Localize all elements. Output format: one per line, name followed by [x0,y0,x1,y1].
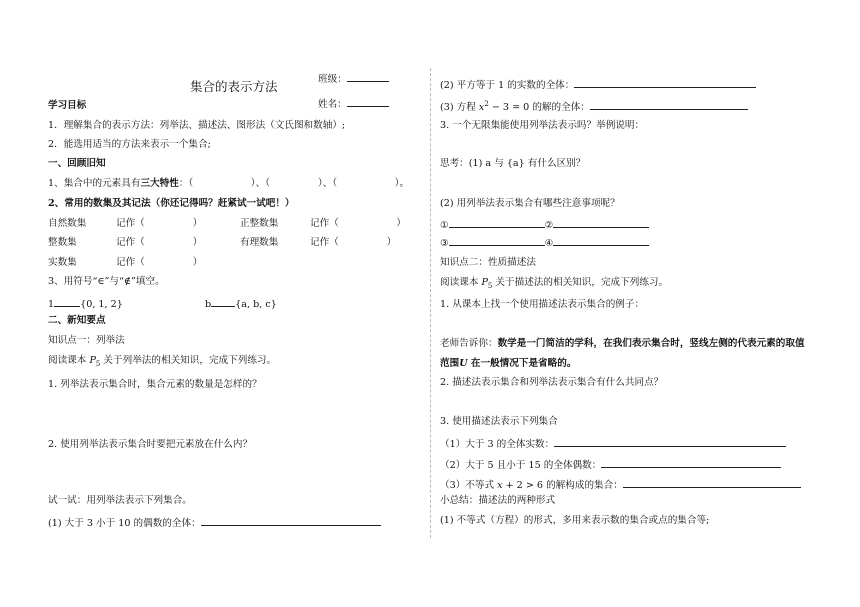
name-field [318,95,389,112]
r2-a: (3) 方程 [440,102,479,114]
objective-2: 2．能选用适当的方法来表示一个集合; [48,139,211,150]
s1-blank[interactable] [554,435,786,447]
note-4-blank[interactable] [553,234,649,246]
r2-blank[interactable] [590,98,748,110]
mark-2: ② [544,220,554,231]
q3-item-b [205,295,277,312]
mark-3: ③ [440,238,449,249]
describe-item-2 [440,456,781,473]
name-blank[interactable] [347,95,389,107]
try1-blank[interactable] [201,514,381,526]
summary-heading: 小总结：描述法的两种形式 [440,495,556,506]
objectives-heading: 学习目标 [48,100,87,111]
think-question-1: 思考：(1) a 与 {a} 有什么区别？ [440,158,586,169]
reading-instruction-1 [48,354,276,371]
s3-b: + 2 > 6 的解构成的集合： [502,480,623,491]
r1-blank[interactable] [574,76,756,88]
read2-a: 阅读课本 [440,277,482,288]
right-item-2 [440,97,748,115]
note-1 [440,216,649,233]
teacher-body-3: 在一般情况下是省略的。 [467,358,577,369]
set-name-integer: 整数集 [48,237,77,248]
class-field [318,70,389,87]
set-name-real: 实数集 [48,257,77,268]
s3-x: x [497,480,503,491]
describe-item-1 [440,435,786,452]
read1-b: 关于列举法的相关知识，完成下列练习。 [100,355,277,366]
mark-1: ① [440,220,449,231]
knowledge-point-1: 知识点一：列举法 [48,335,125,346]
reading-instruction-2 [440,276,668,293]
describe-question-1: 1. 从课本上找一个使用描述法表示集合的例子： [440,299,645,310]
describe-question-3: 3. 使用描述法表示下列集合 [440,416,558,427]
read2-p: P [481,277,488,288]
list-question-1: 1. 列举法表示集合时，集合元素的数量是怎样的？ [48,379,262,390]
new-knowledge-heading: 二、新知要点 [48,315,106,326]
q3-a-blank[interactable] [54,295,80,307]
r2-b: − 3 = 0 的解的全体： [488,102,590,114]
summary-form-1: (1) 不等式（方程）的形式，多用来表示数的集合或点的集合等; [440,515,710,526]
mark-4: ④ [544,238,554,249]
r2-sup: 2 [484,100,489,108]
teacher-u: U [459,358,468,369]
read1-sub: 5 [95,359,101,368]
set-name-rational: 有理数集 [240,237,279,248]
q3-a-right: {0, 1, 2} [80,299,123,310]
right-question-3: 3. 一个无限集能使用列举法表示吗？举例说明： [440,120,645,131]
set-note-real: 记作（ ） [116,257,203,268]
set-note-integer: 记作（ ） [116,237,203,248]
q3-b-right: {a, b, c} [235,299,277,310]
name-label: 姓名： [318,99,347,110]
s3-a: （3）不等式 [440,480,498,491]
read2-sub: 5 [487,281,493,290]
s2-blank[interactable] [601,456,781,468]
read1-a: 阅读课本 [48,355,90,366]
question-2: 2、常用的数集及其记法（你还记得吗？赶紧试一试吧！） [48,198,295,209]
describe-item-3 [440,476,801,493]
s3-blank[interactable] [623,476,801,488]
teacher-prefix: 老师告诉你： [440,338,498,349]
page-title: 集合的表示方法 [190,79,278,94]
try-item-1 [48,514,381,531]
q3-b-left: b [205,299,212,310]
note-3-blank[interactable] [449,234,545,246]
note-2-blank[interactable] [553,216,649,228]
column-divider [430,68,431,538]
set-note-rational: 记作（ ） [310,237,397,248]
right-item-1 [440,76,756,93]
s2-text: （2）大于 5 且小于 15 的全体偶数： [440,460,602,471]
r1-text: (2) 平方等于 1 的实数的全体： [440,80,575,91]
teacher-note-line-2 [440,357,576,371]
knowledge-point-2: 知识点二：性质描述法 [440,257,536,268]
teacher-body-2: 范围 [440,358,460,369]
set-note-positive-int: 记作（ ） [310,218,406,229]
question-3: 3、用符号“∈”与“∉”填空。 [48,276,165,287]
read1-p: P [89,355,96,366]
q3-a-left: 1 [48,299,55,310]
q1-prefix: 1、集合中的元素具有 [48,178,141,189]
class-label: 班级： [318,74,347,85]
think-question-2: (2) 用列举法表示集合有哪些注意事项呢？ [440,198,620,209]
set-name-natural: 自然数集 [48,218,87,229]
s1-text: （1）大于 3 的全体实数： [440,439,555,450]
r2-x: x [478,102,485,114]
try1-text: (1) 大于 3 小于 10 的偶数的全体： [48,518,201,529]
describe-question-2: 2. 描述法表示集合和列举法表示集合有什么共同点？ [440,377,664,388]
teacher-note-line-1 [440,337,805,351]
q1-bold: 三大特性 [140,178,179,189]
review-heading: 一、回顾旧知 [48,158,106,169]
set-note-natural: 记作（ ） [116,218,203,229]
q1-rest: ：（ ）、（ ）、（ ）。 [178,178,410,189]
read2-b: 关于描述法的相关知识，完成下列练习。 [492,277,669,288]
note-1-blank[interactable] [449,216,545,228]
list-question-2: 2. 使用列举法表示集合时要把元素放在什么内？ [48,439,253,450]
note-3 [440,234,649,251]
teacher-body-1: 数学是一门简洁的学科，在我们表示集合时，竖线左侧的代表元素的取值 [497,338,805,349]
q3-b-blank[interactable] [211,295,235,307]
try-it-heading: 试一试：用列举法表示下列集合。 [48,495,192,506]
question-1 [48,177,409,191]
set-name-positive-int: 正整数集 [240,218,279,229]
q3-item-a [48,295,123,312]
objective-1: 1．理解集合的表示方法：列举法、描述法、图形法（文氏图和数轴）; [48,120,346,131]
class-blank[interactable] [347,70,389,82]
